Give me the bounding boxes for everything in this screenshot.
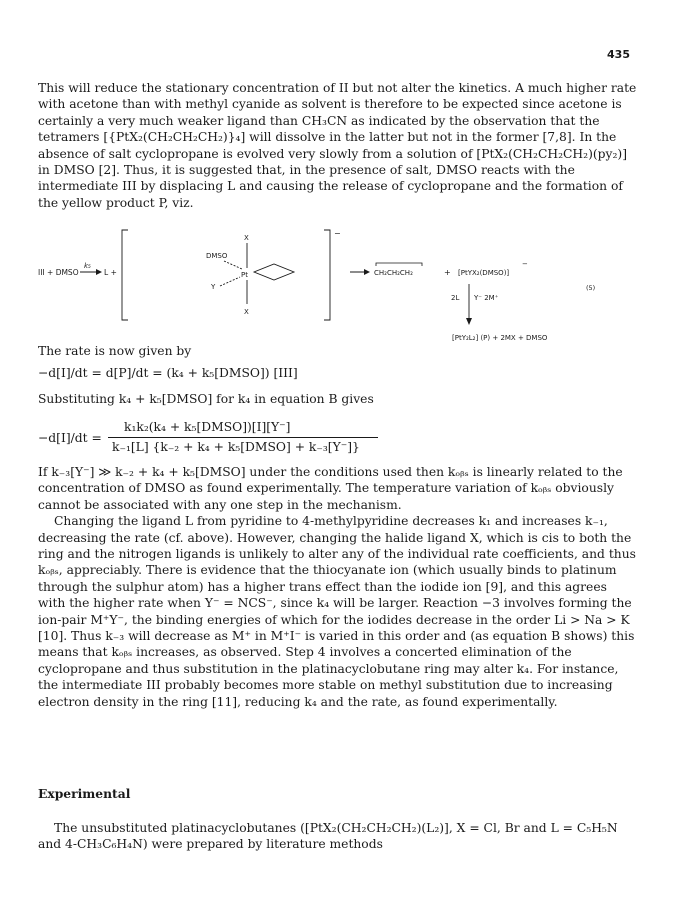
scheme-reagent-right: Y⁻ 2M⁺ bbox=[474, 294, 499, 302]
paragraph-4: The unsubstituted platinacyclobutanes ([PtX₂(CH₂CH₂CH₂)(L₂)], X = Cl, Br and L = C₅H₅N and 4-CH₃C₆H₄N) were prepared by literature methods bbox=[38, 821, 618, 852]
scheme-pt: Pt bbox=[241, 271, 248, 279]
scheme-plus-L: L + bbox=[104, 268, 117, 277]
paragraph-1: This will reduce the stationary concentration of II but not alter the kinetics. A much higher rate with acetone than with methyl cyanide as solvent is therefore to be expected since acetone is certainly a very much weaker ligand than CH₃CN as indicated by the observation that the tetramers [{PtX₂(CH₂CH₂CH₂)}₄] will dissolve in the latter but not in the former [7,8]. In the absence of salt cyclopropane is evolved very slowly from a solution of [PtX₂(CH₂CH₂CH₂)(py₂)] in DMSO [2]. Thus, it is suggested that, in the presence of salt, DMSO reacts with the intermediate III by displacing L and causing the release of cyclopropane and the formation of the yellow product P, viz. bbox=[38, 81, 637, 210]
paragraph-discussion bbox=[38, 464, 638, 710]
rate-equation: −d[I]/dt = d[P]/dt = (k₄ + k₅[DMSO]) [III] bbox=[38, 366, 298, 380]
reaction-scheme bbox=[38, 228, 650, 356]
scheme-2L: 2L bbox=[451, 294, 460, 302]
scheme-k5-label: k₅ bbox=[84, 262, 91, 270]
rate-intro: The rate is now given by bbox=[38, 344, 192, 358]
scheme-x-top: X bbox=[244, 234, 249, 242]
paragraph-2: If k₋₃[Y⁻] ≫ k₋₂ + k₄ + k₅[DMSO] under the conditions used then kₒᵦₛ is linearly related to the concentration of DMSO as found experimentally. The temperature variation of kₒᵦₛ obviously cannot be associated with any one step in the mechanism. bbox=[38, 465, 623, 512]
scheme-arrow-2-head bbox=[364, 269, 370, 275]
paragraph-intro bbox=[38, 80, 638, 211]
scheme-bond-y bbox=[220, 277, 240, 286]
scheme-left-bracket bbox=[122, 230, 128, 320]
fraction-lhs: −d[I]/dt = bbox=[38, 431, 102, 445]
scheme-bond-dmso bbox=[224, 261, 242, 269]
scheme-final: [PtY₂L₂] (P) + 2MX + DMSO bbox=[452, 334, 548, 342]
scheme-eq-number: (5) bbox=[586, 284, 596, 292]
scheme-complex: [PtYX₂(DMSO)] bbox=[458, 269, 510, 277]
scheme-x-bottom: X bbox=[244, 308, 249, 316]
scheme-cp-bracket bbox=[376, 263, 422, 266]
scheme-y-inner: Y bbox=[211, 283, 216, 291]
fraction-denominator: k₋₁[L] {k₋₂ + k₄ + k₅[DMSO] + k₋₃[Y⁻]} bbox=[112, 440, 360, 454]
scheme-product-cp: CH₂CH₂CH₂ bbox=[374, 269, 413, 277]
substitution-line: Substituting k₄ + k₅[DMSO] for k₄ in equation B gives bbox=[38, 392, 374, 406]
scheme-arrow-1-head bbox=[96, 269, 102, 275]
paragraph-3: Changing the ligand L from pyridine to 4-methylpyridine decreases k₁ and increases k₋₁, decreasing the rate (cf. above). However, changing the halide ligand X, which is cis to both the ring and the nitrogen ligands is unlikely to alter any of the individual rate coefficients, and thus kₒᵦₛ, appreciably. There is evidence that the thiocyanate ion (which usually binds to platinum through the sulphur atom) has a higher trans effect than the iodide ion [9], and this agrees with the higher rate when Y⁻ = NCS⁻, since k₄ will be larger. Reaction −3 involves forming the ion-pair M⁺Y⁻, the binding energies of which for the iodides decrease in the order Li > Na > K [10]. Thus k₋₃ will decrease as M⁺ in M⁺I⁻ is varied in this order and (as equation B shows) this means that kₒᵦₛ increases, as observed. Step 4 involves a concerted elimination of the cyclopropane and thus substitution in the platinacyclobutane ring may alter k₄. For instance, the intermediate III probably becomes more stable on methyl substitution due to increasing electron density in the ring [11], reducing k₄ and the rate, as found experimentally. bbox=[38, 514, 636, 709]
section-heading: Experimental bbox=[38, 786, 131, 801]
scheme-charge: − bbox=[334, 229, 341, 238]
scheme-ring bbox=[254, 264, 294, 280]
fraction-numerator: k₁k₂(k₄ + k₅[DMSO])[I][Y⁻] bbox=[124, 420, 291, 434]
scheme-start: III + DMSO bbox=[38, 268, 79, 277]
scheme-product-plus: + bbox=[444, 268, 451, 277]
scheme-arrow-3-head bbox=[466, 318, 472, 325]
scheme-dmso-inner: DMSO bbox=[206, 252, 228, 260]
scheme-complex-charge: − bbox=[522, 260, 528, 268]
page-number: 435 bbox=[607, 48, 630, 61]
fraction-bar bbox=[108, 437, 378, 438]
scheme-right-bracket bbox=[324, 230, 330, 320]
